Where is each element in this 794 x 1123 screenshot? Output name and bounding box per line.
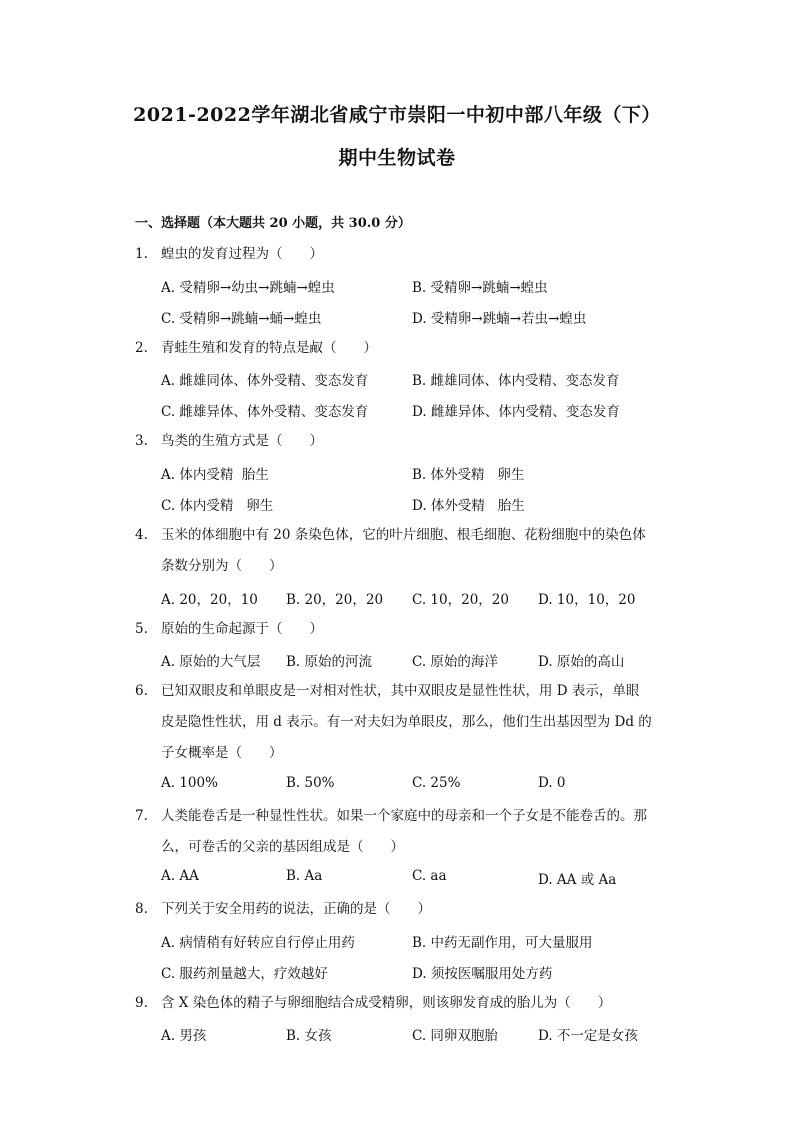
- question-stem: 青蛙生殖和发育的特点是㕟（ ）: [161, 340, 377, 356]
- question-stem: 么，可卷舌的父亲的基因组成是（ ）: [161, 839, 404, 855]
- option-c[interactable]: C. 受精卵→跳蝻→蛹→蝗虫: [161, 311, 322, 327]
- option-c[interactable]: C. 雌雄异体、体外受精、变态发育: [161, 404, 369, 420]
- question-stem: 皮是隐性性状，用 d 表示。有一对夫妇为单眼皮，那么，他们生出基因型为 Dd 的: [161, 714, 652, 730]
- option-d[interactable]: D. 10，10，20: [538, 592, 636, 608]
- question-stem: 玉米的体细胞中有 20 条染色体，它的叶片细胞、根毛细胞、花粉细胞中的染色体: [161, 527, 646, 543]
- page-title-line-1: 2021-2022学年湖北省咸宁市崇阳一中初中部八年级（下）: [133, 104, 661, 126]
- option-b[interactable]: B. 受精卵→跳蝻→蝗虫: [412, 280, 548, 296]
- option-c[interactable]: C. aa: [412, 868, 447, 884]
- question-number: 8.: [135, 901, 148, 917]
- question-number: 2.: [135, 340, 148, 356]
- question-stem: 含 X 染色体的精子与卵细胞结合成受精卵，则该卵发育成的胎儿为（ ）: [161, 995, 612, 1011]
- question-stem: 鸟类的生殖方式是（ ）: [161, 433, 323, 449]
- section-heading: 一、选择题（本大题共 20 小题，共 30.0 分）: [135, 216, 411, 231]
- question-stem: 下列关于安全用药的说法，正确的是（ ）: [161, 901, 431, 917]
- option-a[interactable]: A. 20，20，10: [161, 592, 258, 608]
- option-b[interactable]: B. 20，20，20: [286, 592, 384, 608]
- question-stem: 原始的生命起源于（ ）: [161, 621, 323, 637]
- option-a[interactable]: A. AA: [161, 868, 199, 884]
- option-d[interactable]: D. 体外受精 胎生: [412, 498, 525, 514]
- option-d[interactable]: D. 须按医嘱服用处方药: [412, 966, 553, 982]
- option-c[interactable]: C. 25%: [412, 775, 461, 791]
- option-d[interactable]: D. AA 或 Aa: [538, 872, 617, 888]
- option-c[interactable]: C. 体内受精 卵生: [161, 498, 274, 514]
- question-stem: 子女概率是（ ）: [161, 745, 283, 761]
- option-a[interactable]: A. 男孩: [161, 1028, 207, 1044]
- option-b[interactable]: B. 50%: [286, 775, 335, 791]
- option-a[interactable]: A. 病情稍有好转应自行停止用药: [161, 935, 355, 951]
- option-c[interactable]: C. 同卵双胞胎: [412, 1028, 498, 1044]
- question-number: 1.: [135, 246, 148, 262]
- page-title-line-2: 期中生物试卷: [338, 147, 456, 169]
- option-b[interactable]: B. 中药无副作用，可大量服用: [412, 935, 593, 951]
- option-c[interactable]: C. 10，20，20: [412, 592, 509, 608]
- question-number: 6.: [135, 683, 148, 699]
- question-number: 3.: [135, 433, 148, 449]
- option-b[interactable]: B. 雌雄同体、体内受精、变态发育: [412, 373, 620, 389]
- option-d[interactable]: D. 受精卵→跳蝻→若虫→蝗虫: [412, 311, 587, 327]
- option-d[interactable]: D. 原始的高山: [538, 654, 625, 670]
- question-stem: 条数分别为（ ）: [161, 558, 283, 574]
- question-number: 9.: [135, 995, 148, 1011]
- option-a[interactable]: A. 体内受精 胎生: [161, 467, 269, 483]
- option-c[interactable]: C. 服药剂量越大，疗效越好: [161, 966, 328, 982]
- option-a[interactable]: A. 受精卵→幼虫→跳蝻→蝗虫: [161, 280, 335, 296]
- option-b[interactable]: B. Aa: [286, 868, 323, 884]
- option-a[interactable]: A. 原始的大气层: [161, 654, 261, 670]
- question-stem: 人类能卷舌是一种显性性状。如果一个家庭中的母亲和一个子女是不能卷舌的。那: [161, 808, 647, 824]
- question-number: 7.: [135, 808, 148, 824]
- option-b[interactable]: B. 女孩: [286, 1028, 332, 1044]
- question-stem: 蝗虫的发育过程为（ ）: [161, 246, 323, 262]
- question-stem: 已知双眼皮和单眼皮是一对相对性状，其中双眼皮是显性性状，用 D 表示，单眼: [161, 683, 640, 699]
- option-b[interactable]: B. 原始的河流: [286, 654, 373, 670]
- option-b[interactable]: B. 体外受精 卵生: [412, 467, 525, 483]
- option-d[interactable]: D. 不一定是女孩: [538, 1028, 638, 1044]
- question-number: 4.: [135, 527, 148, 543]
- option-a[interactable]: A. 100%: [161, 775, 218, 791]
- option-c[interactable]: C. 原始的海洋: [412, 654, 498, 670]
- option-d[interactable]: D. 0: [538, 775, 566, 791]
- option-d[interactable]: D. 雌雄异体、体内受精、变态发育: [412, 404, 620, 420]
- option-a[interactable]: A. 雌雄同体、体外受精、变态发育: [161, 373, 369, 389]
- question-number: 5.: [135, 621, 148, 637]
